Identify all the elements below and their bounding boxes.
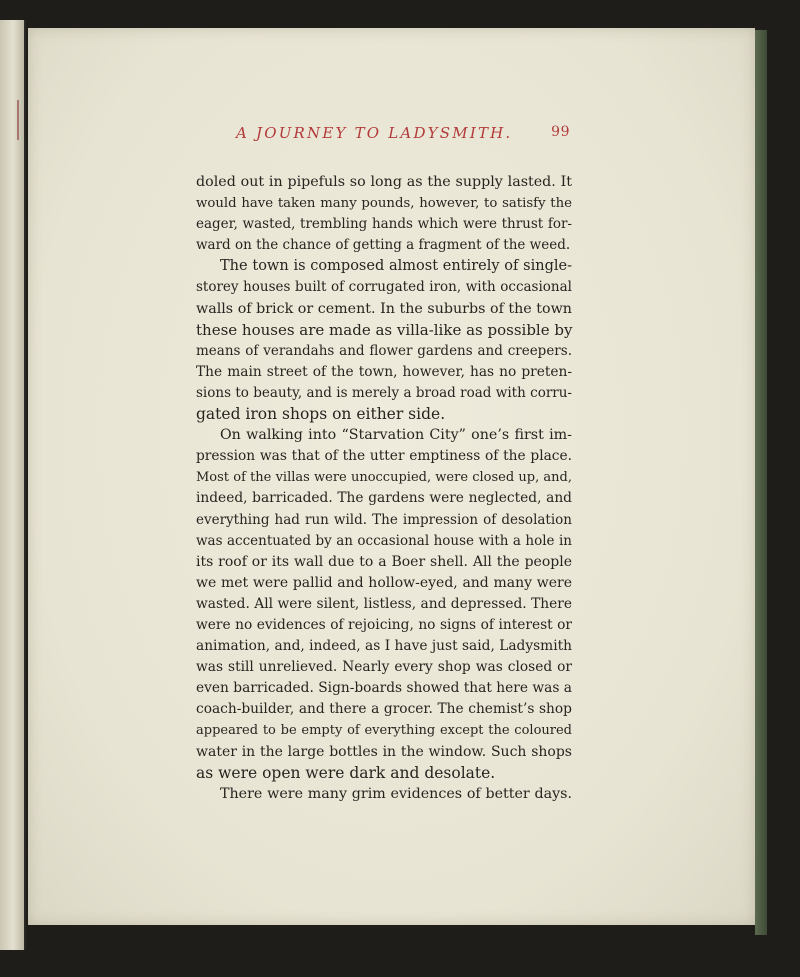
text-line: was accentuated by an occasional house with a hole in bbox=[196, 532, 572, 549]
text-line: pression was that of the utter emptiness of the place. bbox=[196, 448, 572, 465]
text-line: its roof or its wall due to a Boer shell. All the people bbox=[196, 553, 572, 570]
text-line: storey houses built of corrugated iron, with occasional bbox=[196, 279, 572, 296]
text-line: indeed, barricaded. The gardens were neglected, and bbox=[196, 490, 572, 507]
text-line: these houses are made as villa-like as possible by bbox=[196, 320, 573, 339]
facing-page-edge bbox=[0, 20, 26, 950]
paragraph-start-line: There were many grim evidences of better days. bbox=[220, 785, 572, 802]
text-line: even barricaded. Sign-boards showed that here was a bbox=[196, 680, 572, 697]
text-line: animation, and, indeed, as I have just said, Ladysmith bbox=[196, 638, 572, 655]
running-header bbox=[212, 118, 586, 148]
text-line: everything had run wild. The impression of desolation bbox=[196, 511, 572, 528]
text-line: as were open were dark and desolate. bbox=[196, 763, 496, 782]
page-edge-mark bbox=[17, 100, 19, 140]
paragraph-start-line: The town is composed almost entirely of single- bbox=[220, 258, 572, 275]
text-line: gated iron shops on either side. bbox=[196, 405, 446, 424]
text-line: means of verandahs and flower gardens and creepers. bbox=[196, 342, 572, 359]
paragraph-start-line: On walking into “Starvation City” one’s first im- bbox=[220, 427, 572, 444]
text-line: Most of the villas were unoccupied, were closed up, and, bbox=[196, 470, 572, 486]
text-line: sions to beauty, and is merely a broad road with corru- bbox=[196, 384, 572, 401]
body-text bbox=[196, 172, 573, 802]
text-line: water in the large bottles in the window. Such shops bbox=[196, 743, 572, 760]
text-line: were no evidences of rejoicing, no signs of interest or bbox=[196, 616, 572, 633]
text-line: we met were pallid and hollow-eyed, and many were bbox=[196, 574, 572, 591]
running-title: A JOURNEY TO LADYSMITH. bbox=[236, 124, 513, 142]
text-line: eager, wasted, trembling hands which were thrust for- bbox=[196, 216, 572, 233]
text-line: ward on the chance of getting a fragment of the weed. bbox=[196, 237, 571, 254]
text-line: would have taken many pounds, however, to satisfy the bbox=[196, 196, 572, 212]
text-line: walls of brick or cement. In the suburbs of the town bbox=[196, 300, 572, 317]
text-line: appeared to be empty of everything except the coloured bbox=[196, 723, 572, 739]
book-binding bbox=[755, 30, 767, 935]
text-line: was still unrelieved. Nearly every shop was closed or bbox=[196, 659, 572, 676]
page-number: 99 bbox=[551, 124, 570, 140]
text-line: The main street of the town, however, has no preten- bbox=[196, 363, 572, 380]
text-line: coach-builder, and there a grocer. The chemist’s shop bbox=[196, 701, 572, 718]
text-line: doled out in pipefuls so long as the supply lasted. It bbox=[196, 174, 572, 190]
text-line: wasted. All were silent, listless, and depressed. There bbox=[196, 595, 572, 612]
